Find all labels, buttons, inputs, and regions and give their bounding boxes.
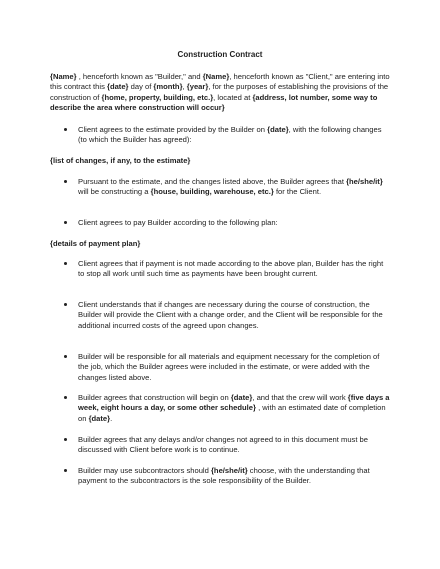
intro-text: , <box>182 82 187 92</box>
intro-text: , henceforth known as "Client," are entering into this contract this <box>50 72 390 92</box>
intro-text: day of <box>128 82 154 92</box>
list-item-text: Builder agrees that construction will begin on {date}, and that the crew will work {five days a week, eight hours a day, or some other schedule} , with an estimated date of completion on {date}. <box>78 393 390 423</box>
bullet-icon <box>64 438 67 441</box>
bullet-icon <box>64 355 67 358</box>
schedule-placeholder: {five days a week, eight hours a day, or some other schedule} <box>78 393 390 413</box>
bullet-icon <box>64 303 67 306</box>
intro-text: , located at <box>213 92 253 102</box>
bullet-icon <box>64 128 67 131</box>
bullet-icon <box>64 221 67 224</box>
payment-heading: {details of payment plan} <box>50 239 141 248</box>
date-placeholder: {date} <box>230 393 253 402</box>
list-item-text: Client agrees to the estimate provided by the Builder on {date}, with the following changes (to which the Builder has agreed): <box>78 125 382 145</box>
list-item-text: Pursuant to the estimate, and the changes listed above, the Builder agrees that {he/she/it} will be constructing a {house, building, warehouse, etc.} for the Client. <box>78 177 383 197</box>
list-item-text: Builder may use subcontractors should {he/she/it} choose, with the understanding that payment to the subcontractors is the sole responsibility of the Builder. <box>78 466 370 486</box>
address-placeholder: {address, lot number, some way to describe the area where construction will occur} <box>50 92 378 113</box>
client-name-placeholder: {Name} <box>202 72 230 81</box>
list-item-text: Builder agrees that any delays and/or changes not agreed to in this document must be discussed with Client before work is to continue. <box>78 435 369 455</box>
date-placeholder: {date} <box>88 413 111 423</box>
intro-text: , henceforth known as "Builder," and <box>76 72 203 81</box>
list-item-text: Client understands that if changes are necessary during the course of construction, the Builder will provide the Client with a change order, and the Client will be responsible for the additional incurred costs of the agreed upon changes. <box>78 300 383 330</box>
builder-name-placeholder: {Name} <box>50 72 77 81</box>
building-type-placeholder: {house, building, warehouse, etc.} <box>150 187 274 197</box>
pronoun-placeholder: {he/she/it} <box>346 177 383 186</box>
changes-heading: {list of changes, if any, to the estimate} <box>50 156 191 165</box>
list-item-text: Builder will be responsible for all materials and equipment necessary for the completion of the job, which the Builder agrees were included in the estimate, or were added with the changes listed above. <box>78 352 380 382</box>
bullet-icon <box>64 180 67 183</box>
property-type-placeholder: {home, property, building, etc.} <box>101 92 214 102</box>
pronoun-placeholder: {he/she/it} <box>210 466 248 475</box>
bullet-icon <box>64 469 67 472</box>
year-placeholder: {year} <box>186 82 209 92</box>
date-placeholder: {date} <box>106 82 129 92</box>
intro-paragraph <box>50 72 390 114</box>
month-placeholder: {month} <box>153 82 183 92</box>
list-item-text: Client agrees to pay Builder according to the following plan: <box>78 218 278 227</box>
intro-text: , for the purposes of establishing the provisions of the construction of <box>50 82 389 102</box>
bullet-icon <box>64 396 67 399</box>
document-title: Construction Contract <box>177 50 263 59</box>
bullet-icon <box>64 262 67 265</box>
date-placeholder: {date} <box>267 125 289 134</box>
list-item-text: Client agrees that if payment is not made according to the above plan, Builder has the right to stop all work until such time as payments have been brought current. <box>78 259 384 279</box>
